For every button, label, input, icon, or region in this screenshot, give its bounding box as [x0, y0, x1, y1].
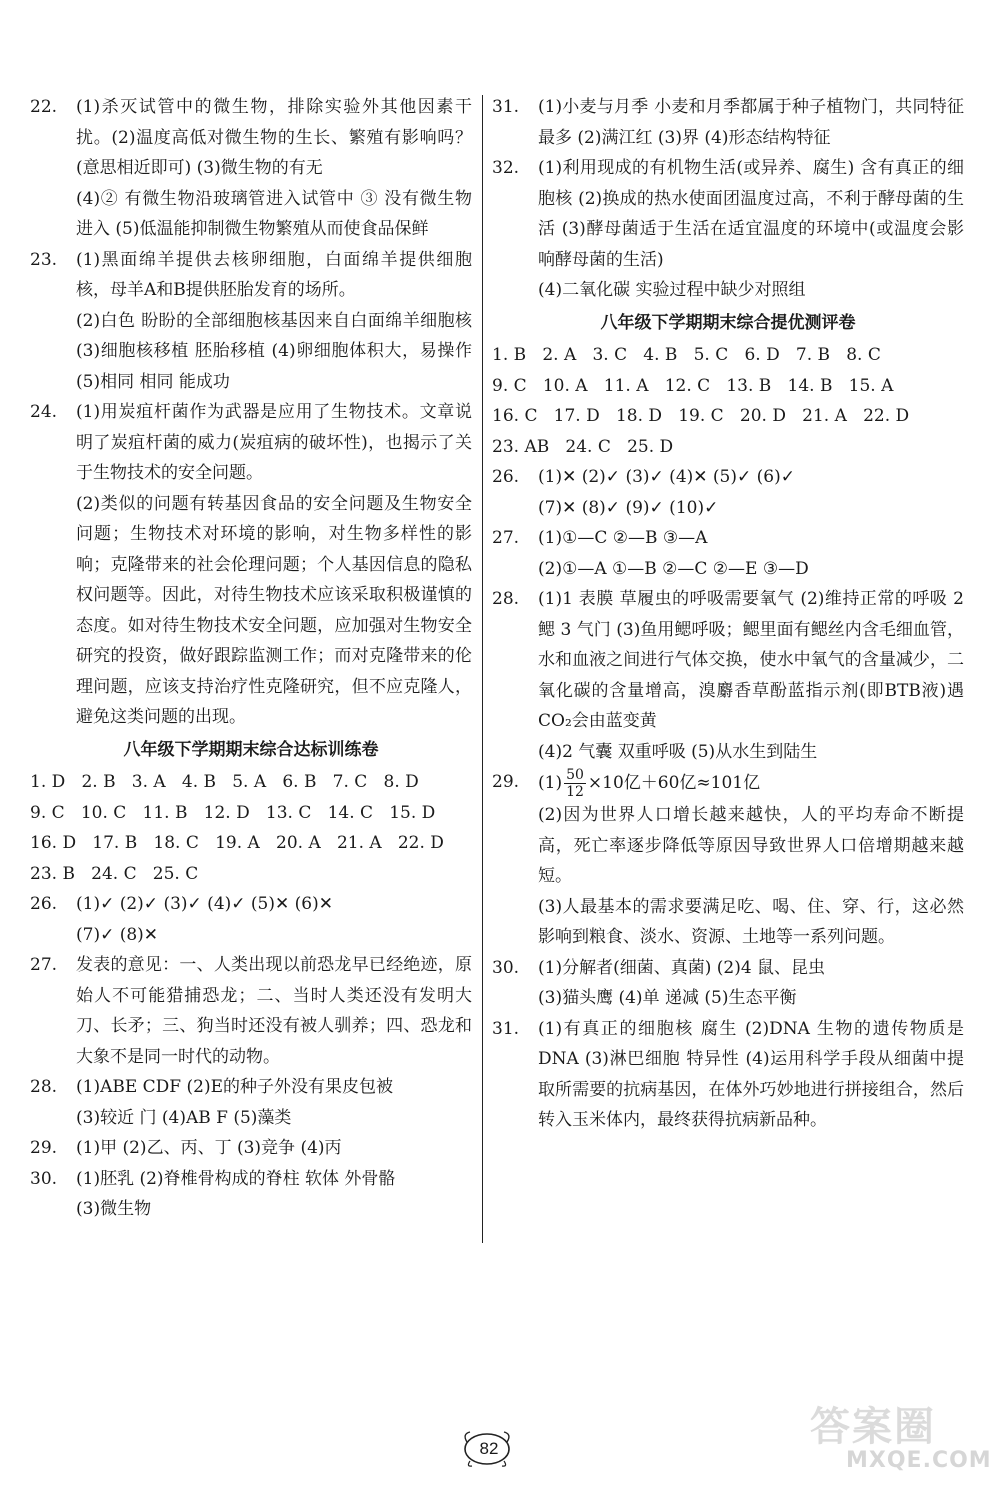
question-number: 28.: [30, 1077, 58, 1097]
question-number: 30.: [492, 957, 520, 978]
mc-row: 16. D 17. B 18. C 19. A 20. A 21. A 22. D: [30, 833, 444, 853]
answer-28: [30, 1072, 472, 1133]
question-number: 32.: [492, 158, 520, 178]
fraction-denominator: 12: [566, 784, 584, 800]
answer-text: (1)小麦与月季 小麦和月季都属于种子植物门，共同特征最多 (2)满江红 (3)界 (4)形态结构特征: [538, 97, 964, 148]
answer-text: (4)② 有微生物沿玻璃管进入试管中 ③ 没有微生物进入 (5)低温能抑制微生物繁殖从而使食品保鲜: [76, 188, 472, 239]
answer-text: (1)利用现成的有机物生活(或异养、腐生) 含有真正的细胞核 (2)换成的热水使面团温度过高，不利于酵母菌的生活 (3)酵母菌适于生活在适宜温度的环境中(或温度会影响酵母菌的生活): [538, 158, 964, 270]
formula-line: [538, 767, 964, 800]
answer-text: (1)用炭疽杆菌作为武器是应用了生物技术。文章说明了炭疽杆菌的威力(炭疽病的破坏性)，也揭示了关于生物技术的安全问题。: [76, 402, 472, 483]
page-number: 82: [479, 1439, 499, 1458]
answer-text: (1)有真正的细胞核 腐生 (2)DNA 生物的遗传物质是DNA (3)淋巴细胞 特异性 (4)运用科学手段从细菌中提取所需要的抗病基因，在体外巧妙地进行拼接组合，然后转入玉米体内，最终获得抗病新品种。: [538, 1018, 964, 1130]
mc-row: 9. C 10. C 11. B 12. D 13. C 14. C 15. D: [30, 802, 436, 823]
answer-text: (1)杀灭试管中的微生物，排除实验外其他因素干扰。(2)温度高低对微生物的生长、繁殖有影响吗？(意思相近即可) (3)微生物的有无: [76, 97, 472, 178]
answer-32: [492, 153, 964, 306]
watermark-logo-text: 答案圈: [810, 1404, 936, 1450]
answer-text: (2)因为世界人口增长越来越快，人的平均寿命不断提高，死亡率逐步降低等原因导致世界人口倍增期越来越短。: [538, 805, 964, 886]
mc-row: 23. B 24. C 25. C: [30, 863, 199, 884]
fraction: [564, 767, 586, 800]
question-number: 29.: [30, 1138, 58, 1158]
answer-text: (1)ABE CDF (2)E的种子外没有果皮包被: [76, 1077, 393, 1097]
answer-31-first: [492, 92, 964, 153]
answer-27: [30, 950, 472, 1072]
question-number: 24.: [30, 402, 58, 422]
column-divider: [482, 95, 483, 1243]
answer-22: [30, 92, 472, 245]
answer-text: (1)分解者(细菌、真菌) (2)4 鼠、昆虫: [538, 957, 826, 978]
answer-text: (4)2 气囊 双重呼吸 (5)从水生到陆生: [538, 741, 818, 762]
answer-text: (1)①—C ②—B ③—A: [538, 528, 708, 548]
answer-26: [30, 889, 472, 950]
answer-29: [492, 767, 964, 953]
mc-row: 9. C 10. A 11. A 12. C 13. B 14. B 15. A: [492, 375, 894, 396]
mc-row: 23. AB 24. C 25. D: [492, 436, 674, 457]
answer-30: [30, 1164, 472, 1225]
answer-text: (2)①—A ①—B ②—C ②—E ③—D: [538, 558, 809, 579]
question-number: 29.: [492, 772, 520, 792]
mc-row: 16. C 17. D 18. D 19. C 20. D 21. A 22. D: [492, 406, 910, 426]
answer-text: (1)黑面绵羊提供去核卵细胞，白面绵羊提供细胞核，母羊A和B提供胚胎发育的场所。: [76, 249, 472, 300]
answer-text: (3)人最基本的需求要满足吃、喝、住、穿、行，这必然影响到粮食、淡水、资源、土地等一系列问题。: [538, 896, 964, 947]
answer-text: (2)类似的问题有转基因食品的安全问题及生物安全问题；生物技术对环境的影响，对生物多样性的影响；克隆带来的社会伦理问题；个人基因信息的隐私权问题等。因此，对待生物技术应该采取积极谨慎的态度。如对待生物技术安全问题，应加强对生物安全研究的投资，做好跟踪监测工作；而对克隆带来的伦理问题，应该支持治疗性克隆研究，但不应克隆人，避免这类问题的出现。: [76, 493, 472, 727]
question-number: 27.: [492, 528, 520, 548]
answer-text: (1)✓ (2)✓ (3)✓ (4)✓ (5)✕ (6)✕: [76, 894, 333, 914]
question-number: 30.: [30, 1168, 58, 1189]
answer-26: [492, 462, 964, 523]
answer-30: [492, 953, 964, 1014]
answer-text: (3)猫头鹰 (4)单 递减 (5)生态平衡: [538, 988, 797, 1008]
question-number: 26.: [492, 467, 520, 487]
answer-text: 发表的意见：一、人类出现以前恐龙早已经绝迹，原始人不可能猎捕恐龙；二、当时人类还没有发明大刀、长矛；三、狗当时还没有被人驯养；四、恐龙和大象不是同一时代的动物。: [76, 955, 472, 1067]
answer-27: [492, 523, 964, 584]
answer-29: [30, 1133, 472, 1164]
answer-31-second: [492, 1014, 964, 1136]
formula-suffix: ×10亿＋60亿≈101亿: [587, 773, 761, 793]
question-number: 23.: [30, 249, 58, 270]
answer-text: (1)✕ (2)✓ (3)✓ (4)✕ (5)✓ (6)✓: [538, 467, 795, 487]
answer-text: (3)较近 门 (4)AB F (5)藻类: [76, 1107, 292, 1128]
answer-text: (7)✕ (8)✓ (9)✓ (10)✓: [538, 497, 719, 518]
section-heading: 八年级下学期期末综合提优测评卷: [600, 312, 856, 333]
watermark-site: MXQE.COM: [846, 1448, 992, 1473]
answer-text: (4)二氧化碳 实验过程中缺少对照组: [538, 280, 806, 300]
answer-text: (1)1 表膜 草履虫的呼吸需要氧气 (2)维持正常的呼吸 2 鳃 3 气门 (3)鱼用鳃呼吸；鳃里面有鳃丝内含毛细血管，水和血液之间进行气体交换，使水中氧气的含量减少，二氧化碳的含量增高，溴麝香草酚蓝指示剂(即BTB液)遇CO₂会由蓝变黄: [538, 589, 964, 731]
question-number: 28.: [492, 589, 520, 609]
section-heading: 八年级下学期期末综合达标训练卷: [123, 739, 379, 760]
question-number: 26.: [30, 894, 58, 914]
right-column: [492, 92, 964, 1136]
answer-text: (2)白色 盼盼的全部细胞核基因来自白面绵羊细胞核 (3)细胞核移植 胚胎移植 (4)卵细胞体积大，易操作 (5)相同 相同 能成功: [76, 310, 472, 392]
question-number: 31.: [492, 97, 520, 117]
question-number: 22.: [30, 97, 58, 117]
answer-23: [30, 245, 472, 398]
mc-row: 1. D 2. B 3. A 4. B 5. A 6. B 7. C 8. D: [30, 772, 419, 792]
question-number: 31.: [492, 1018, 520, 1039]
formula-prefix: (1): [538, 773, 563, 793]
answer-text: (1)胚乳 (2)脊椎骨构成的脊柱 软体 外骨骼: [76, 1168, 396, 1189]
answer-text: (7)✓ (8)✕: [76, 924, 159, 945]
answer-text: (3)微生物: [76, 1199, 152, 1219]
mc-row: 1. B 2. A 3. C 4. B 5. C 6. D 7. B 8. C: [492, 345, 881, 365]
fraction-numerator: 50: [566, 767, 584, 783]
question-number: 27.: [30, 955, 58, 975]
multiple-choice-answers: [30, 767, 472, 889]
left-column: [30, 92, 472, 1225]
answer-text: (1)甲 (2)乙、丙、丁 (3)竞争 (4)丙: [76, 1138, 342, 1158]
watermark-logo: [810, 1405, 990, 1475]
answer-24: [30, 397, 472, 733]
answer-28: [492, 584, 964, 767]
multiple-choice-answers: [492, 340, 964, 462]
